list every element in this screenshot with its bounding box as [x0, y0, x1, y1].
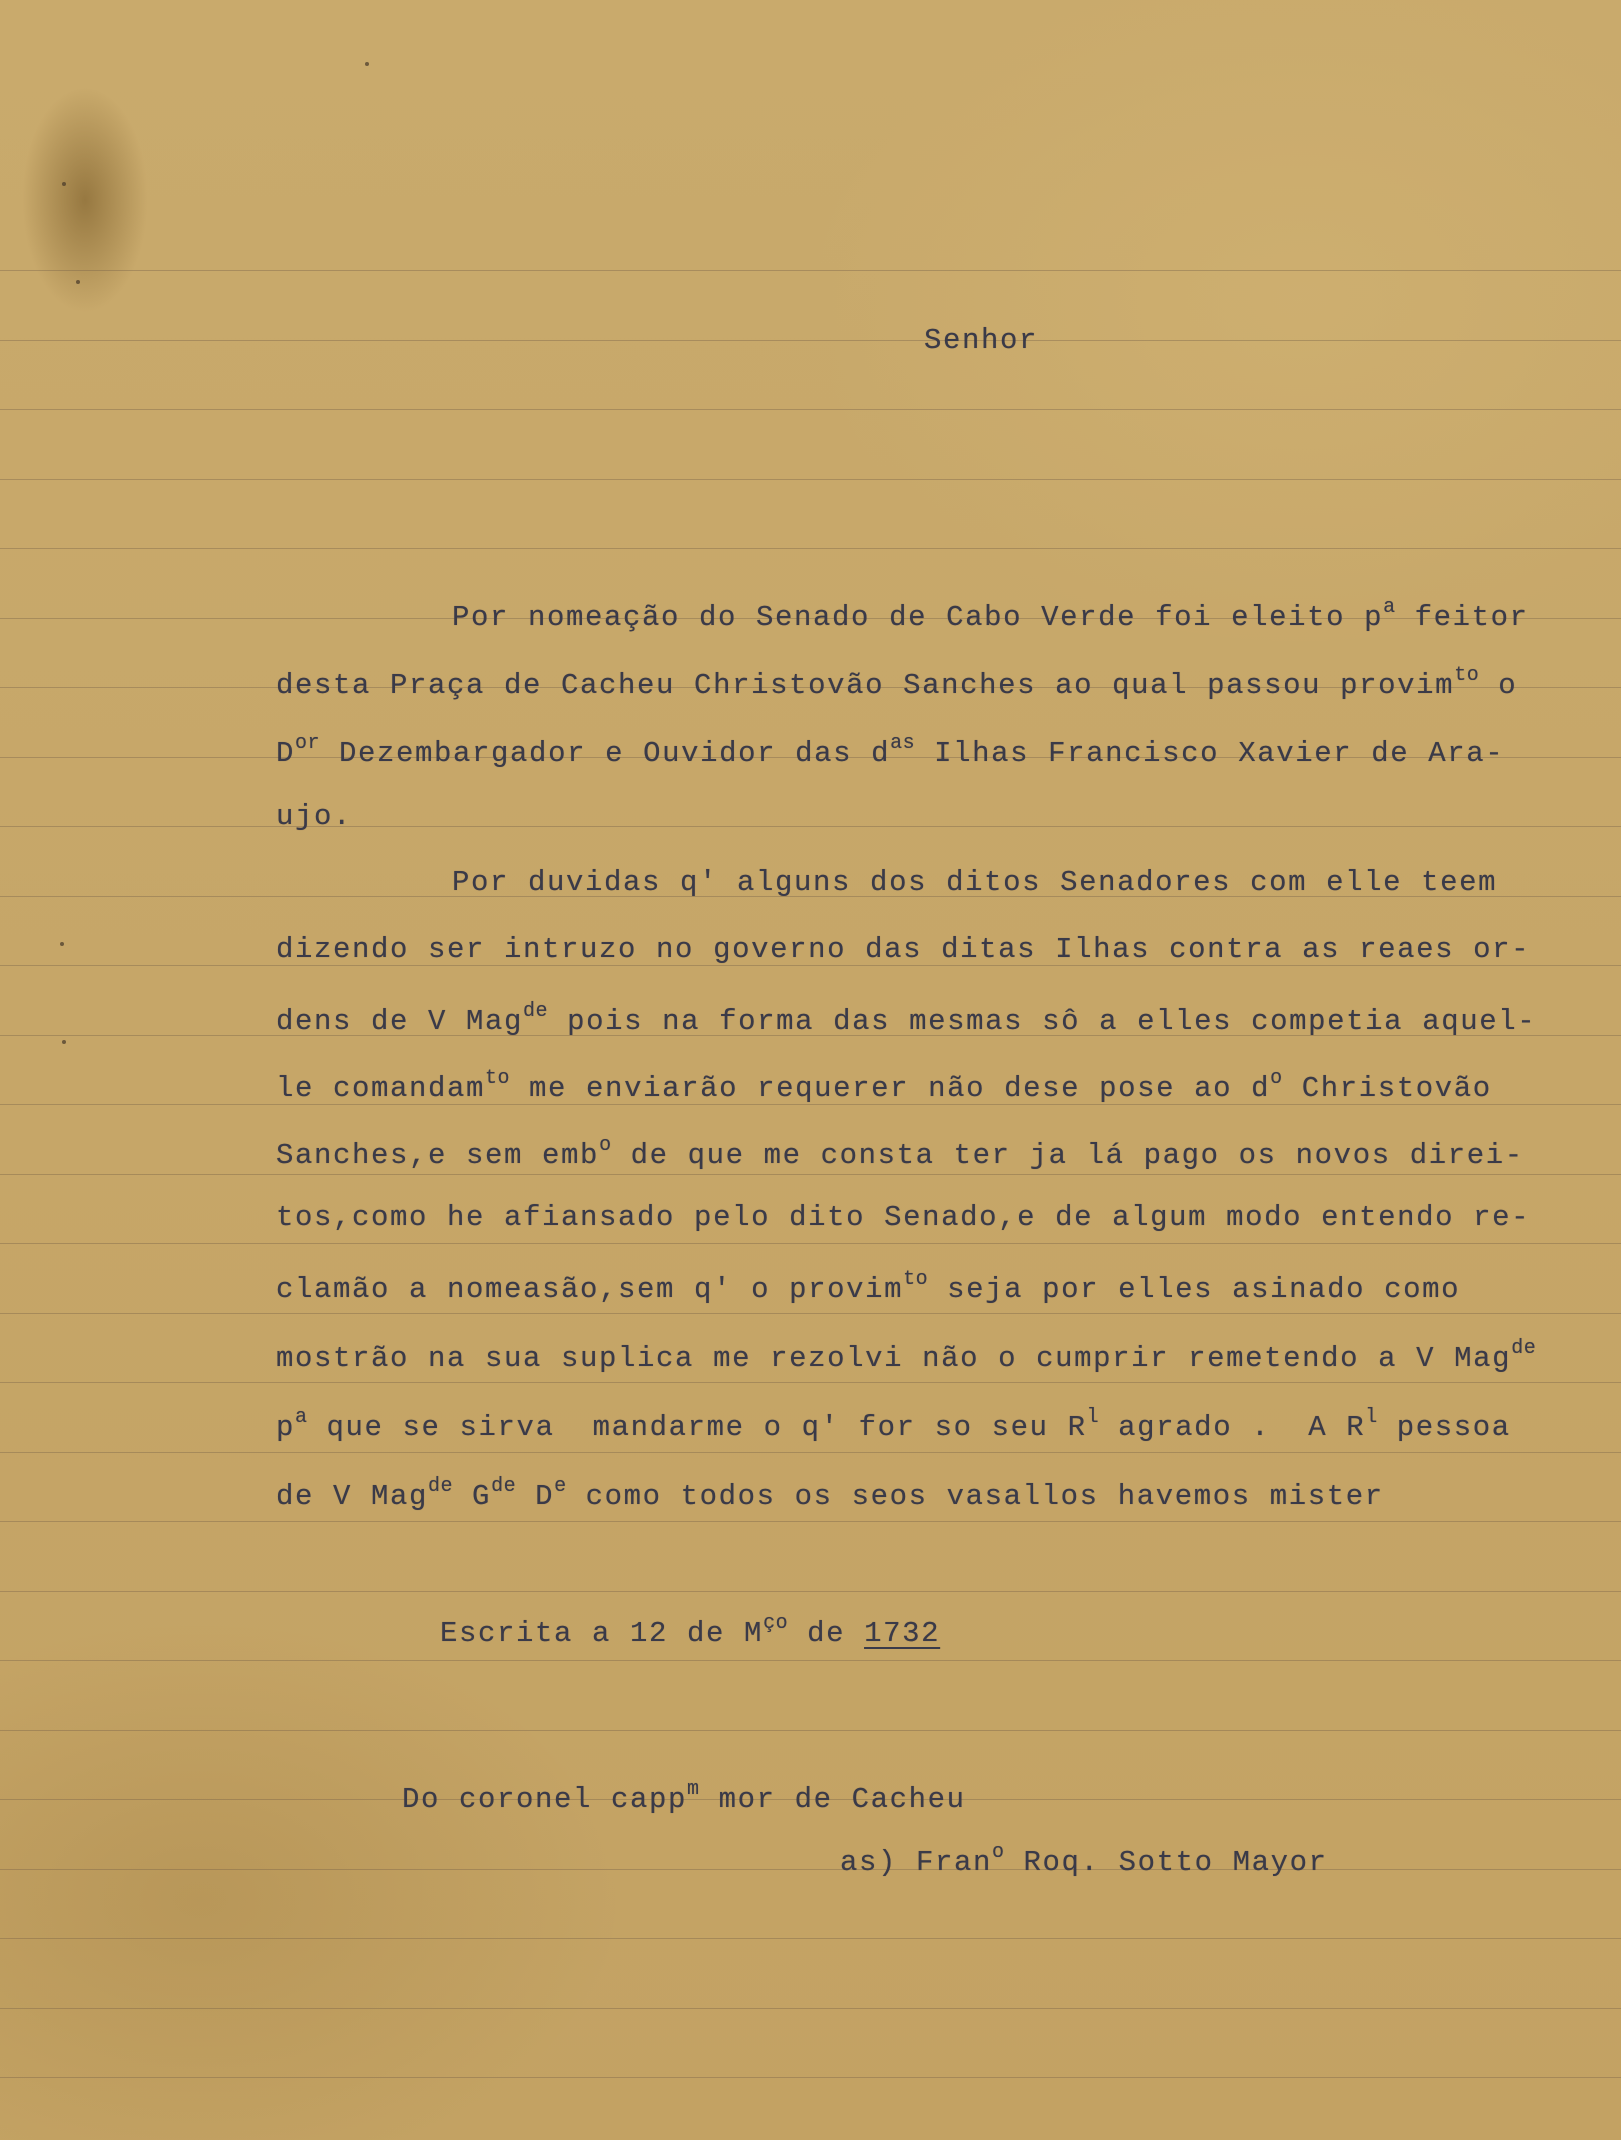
text-run: D	[276, 737, 296, 770]
sender-line	[402, 1780, 966, 1814]
ruled-line	[0, 1869, 1621, 1870]
text-run: Roq. Sotto Mayor	[1004, 1846, 1328, 1879]
date-year: 1732	[864, 1617, 941, 1650]
text-run: Christovão	[1282, 1072, 1492, 1105]
superscript-abbrev: o	[992, 1841, 1005, 1864]
text-run: desta Praça de Cacheu Christovão Sanches ao qual passou provim	[276, 669, 1455, 702]
paragraph-2-line-8	[276, 1339, 1536, 1373]
ruled-line	[0, 1521, 1621, 1522]
superscript-abbrev: as	[890, 732, 916, 755]
text-run: dizendo ser intruzo no governo das ditas Ilhas contra as reaes or-	[276, 933, 1531, 966]
paper-speck	[62, 1040, 66, 1044]
ruled-line	[0, 548, 1621, 549]
paragraph-1-line-4	[276, 802, 352, 831]
salutation-heading: Senhor	[924, 324, 1039, 357]
superscript-abbrev: to	[485, 1067, 511, 1090]
text-run: Do coronel capp	[402, 1783, 688, 1816]
ruled-line	[0, 270, 1621, 271]
text-run: de V Mag	[276, 1480, 429, 1513]
text-run: ujo.	[276, 800, 353, 833]
superscript-abbrev: m	[687, 1778, 700, 1801]
paragraph-1-line-1	[452, 598, 1529, 632]
paragraph-2-line-2	[276, 935, 1530, 964]
text-run: de	[788, 1617, 865, 1650]
ruled-line	[0, 1591, 1621, 1592]
superscript-abbrev: de	[1511, 1337, 1537, 1360]
superscript-abbrev: ço	[763, 1612, 789, 1635]
paper-speck	[62, 182, 66, 186]
ruled-line	[0, 479, 1621, 480]
date-line	[440, 1614, 940, 1648]
text-run: me enviarão requerer não dese pose ao d	[510, 1072, 1271, 1105]
superscript-abbrev: a	[295, 1406, 308, 1429]
superscript-abbrev: a	[1383, 596, 1396, 619]
superscript-abbrev: de	[491, 1475, 517, 1498]
text-run: agrado . A R	[1099, 1411, 1366, 1444]
superscript-abbrev: l	[1086, 1406, 1100, 1429]
ruled-line	[0, 826, 1621, 827]
text-run: Sanches,e sem emb	[276, 1139, 600, 1172]
superscript-abbrev: l	[1365, 1406, 1378, 1429]
paragraph-2-line-3	[276, 1002, 1536, 1036]
superscript-abbrev: de	[428, 1475, 454, 1498]
paragraph-2-line-6	[276, 1203, 1530, 1232]
paper-speck	[76, 280, 80, 284]
text-run: que se sirva mandarme o q' for so seu R	[307, 1411, 1087, 1444]
ruled-line	[0, 340, 1621, 341]
paragraph-1-line-3	[276, 734, 1504, 768]
ruled-line	[0, 409, 1621, 410]
superscript-abbrev: or	[295, 732, 321, 755]
paragraph-1-line-2	[276, 666, 1517, 700]
paragraph-2-line-4	[276, 1069, 1492, 1103]
text-run: Ilhas Francisco Xavier de Ara-	[915, 737, 1505, 770]
ruled-line	[0, 1730, 1621, 1731]
ruled-line	[0, 1452, 1621, 1453]
text-run: dens de V Mag	[276, 1005, 524, 1038]
paragraph-2-line-1	[452, 868, 1497, 897]
text-run: Escrita a 12 de M	[440, 1617, 764, 1650]
superscript-abbrev: de	[523, 1000, 549, 1023]
ruled-line	[0, 1174, 1621, 1175]
ruled-line	[0, 1313, 1621, 1314]
ruled-line	[0, 2077, 1621, 2078]
text-run: G	[453, 1480, 492, 1513]
paragraph-2-line-5	[276, 1136, 1524, 1170]
text-run: Dezembargador e Ouvidor das d	[320, 737, 891, 770]
text-run: feitor	[1395, 601, 1529, 634]
text-run: as) Fran	[840, 1846, 993, 1879]
text-run: pois na forma das mesmas sô a elles competia aquel-	[548, 1005, 1537, 1038]
text-run: tos,como he afiansado pelo dito Senado,e de algum modo entendo re-	[276, 1201, 1531, 1234]
text-run: como todos os seos vasallos havemos mister	[566, 1480, 1384, 1513]
text-run: clamão a nomeasão,sem q' o provim	[276, 1273, 904, 1306]
text-run: de que me consta ter ja lá pago os novos direi-	[611, 1139, 1524, 1172]
text-run: pessoa	[1377, 1411, 1511, 1444]
text-run: p	[276, 1411, 296, 1444]
text-run: mor de Cacheu	[699, 1783, 966, 1816]
ruled-line	[0, 1660, 1621, 1661]
paragraph-2-line-10	[276, 1477, 1384, 1511]
text-run: le comandam	[276, 1072, 486, 1105]
superscript-abbrev: to	[903, 1268, 929, 1291]
text-run: o	[1479, 669, 1518, 702]
text-run: mostrão na sua suplica me rezolvi não o cumprir remetendo a V Mag	[276, 1342, 1512, 1375]
text-run: Por nomeação do Senado de Cabo Verde foi eleito p	[452, 601, 1384, 634]
ruled-line	[0, 2008, 1621, 2009]
paragraph-2-line-7	[276, 1270, 1460, 1304]
paper-speck	[60, 942, 64, 946]
superscript-abbrev: to	[1454, 664, 1480, 687]
ruled-line	[0, 1938, 1621, 1939]
paragraph-2-line-9	[276, 1408, 1511, 1442]
text-run: seja por elles asinado como	[928, 1273, 1461, 1306]
signature-line	[840, 1843, 1328, 1877]
superscript-abbrev: o	[599, 1134, 612, 1157]
text-run: D	[516, 1480, 555, 1513]
ruled-line	[0, 1382, 1621, 1383]
paper-speck	[365, 62, 369, 66]
text-run: Por duvidas q' alguns dos ditos Senadores com elle teem	[452, 866, 1498, 899]
superscript-abbrev: o	[1270, 1067, 1283, 1090]
superscript-abbrev: e	[554, 1475, 567, 1498]
ruled-line	[0, 1243, 1621, 1244]
